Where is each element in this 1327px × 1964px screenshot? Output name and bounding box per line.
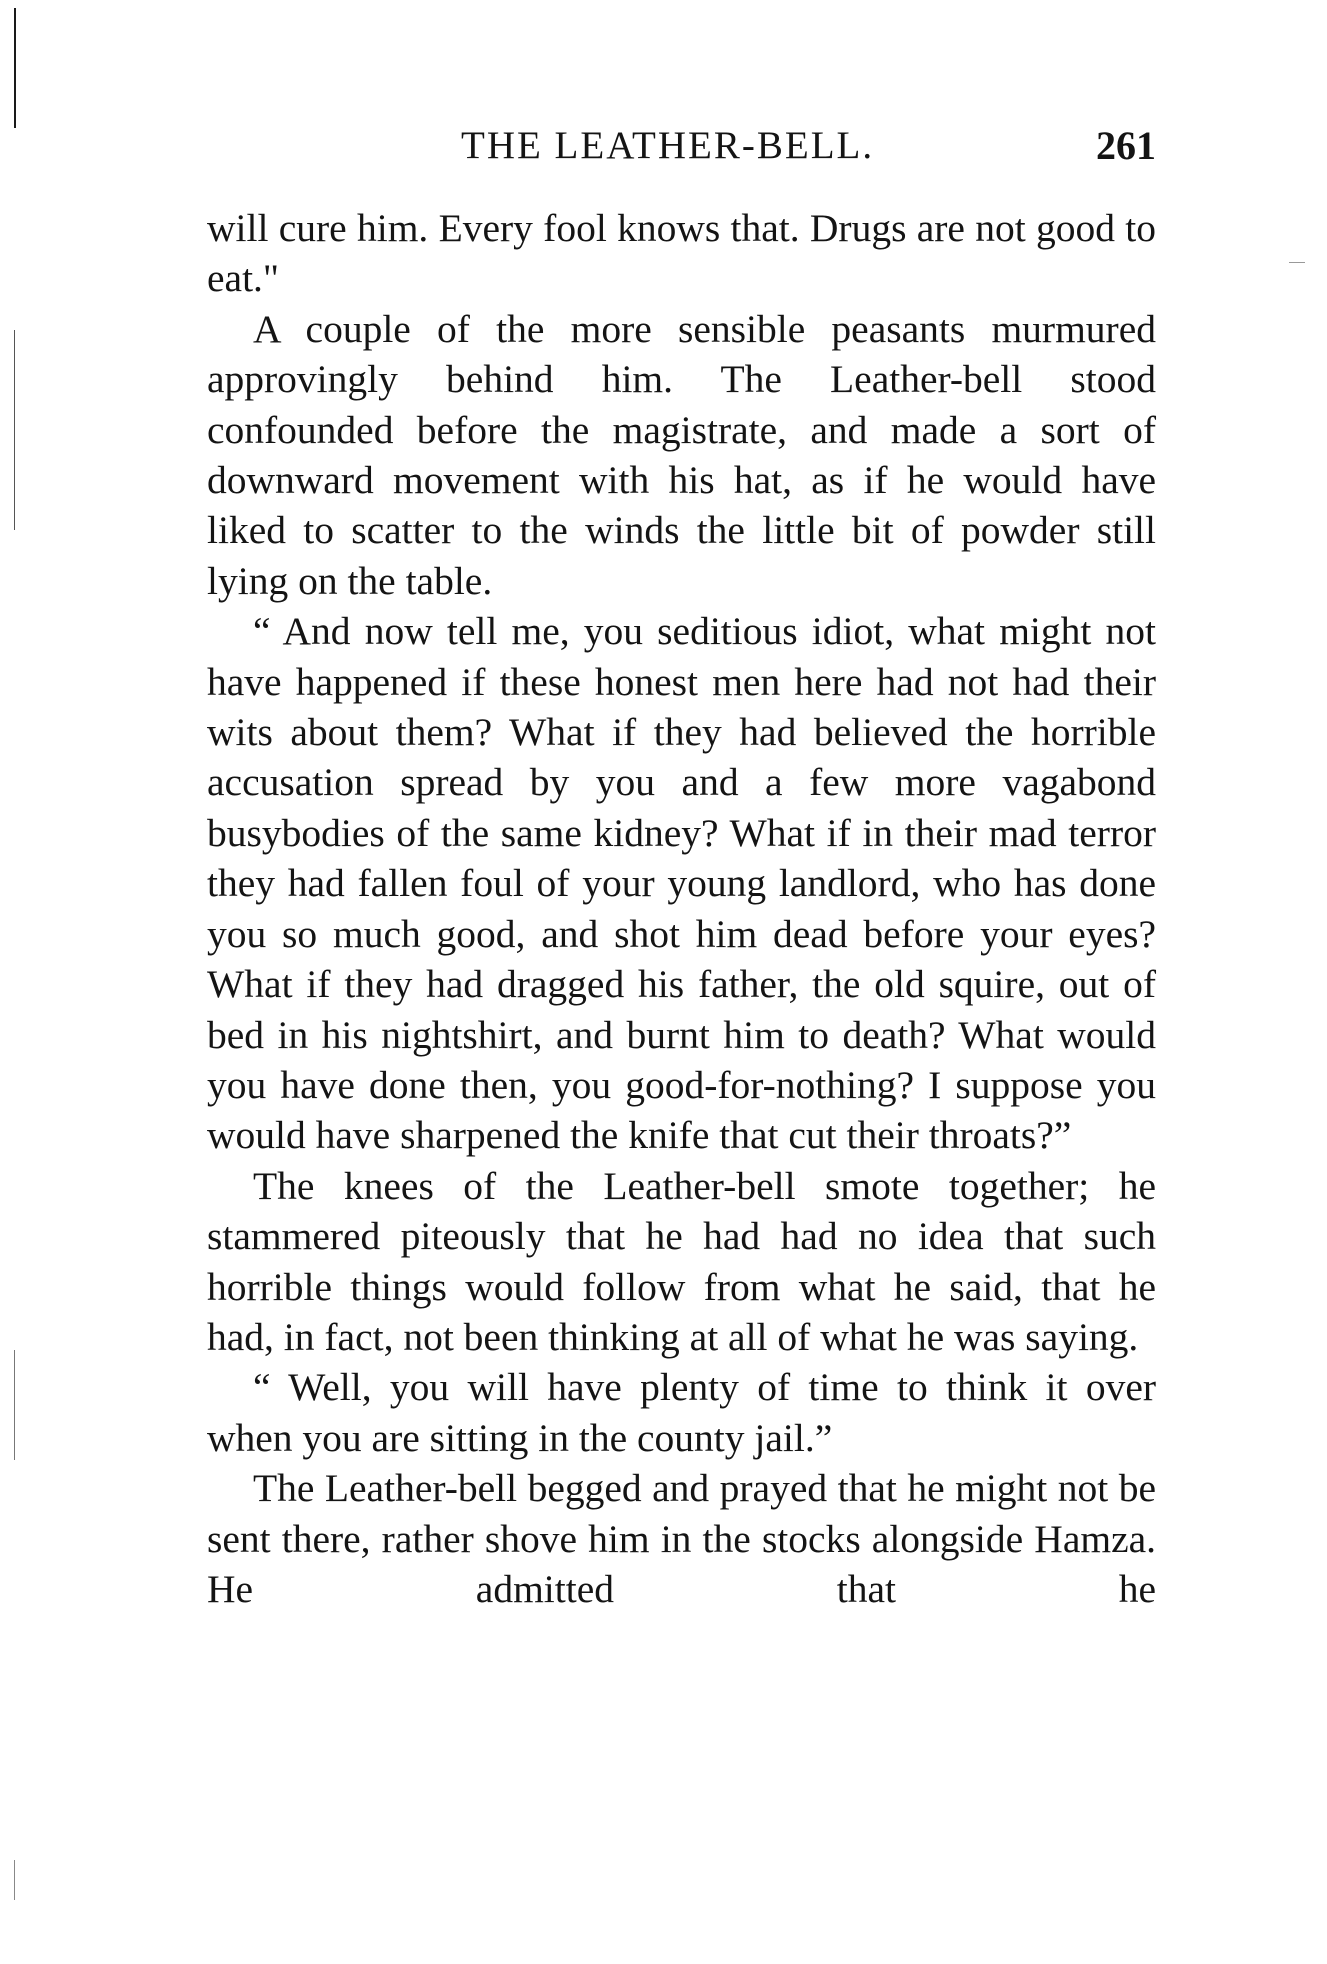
text-line: over when you are sitting in the county jail.”: [207, 1365, 1156, 1460]
scan-edge-mark: [14, 1860, 15, 1900]
paragraph: [207, 304, 1156, 606]
text-line: that he had, in fact, not been thinking at all of: [207, 1264, 1156, 1359]
paragraph: [207, 606, 1156, 1160]
text-line: stocks alongside Hamza. He admitted that he: [207, 1516, 1157, 1611]
text-line: what he was saying.: [820, 1314, 1139, 1359]
scan-edge-mark: [14, 330, 15, 530]
scan-margin-tick: [1289, 262, 1305, 263]
text-line: not good to eat.": [207, 206, 1156, 301]
text-line: The Leather-bell begged and prayed that he: [253, 1466, 945, 1511]
paragraph: [207, 1362, 1156, 1463]
text-line: he stammered piteously that he had had no idea that: [207, 1163, 1156, 1259]
text-line: fallen foul of your young landlord, who has done: [357, 861, 1157, 906]
text-line: “ And now tell me, you seditious idiot, what: [253, 609, 986, 654]
paragraph: [207, 1161, 1156, 1363]
text-line: The knees of the Leather-bell smote together;: [253, 1163, 1090, 1208]
text-line: had believed the horrible accusation spread by you: [207, 710, 1157, 805]
text-line: eyes? What if they had dragged his father, the: [207, 911, 1156, 1007]
running-title: THE LEATHER-BELL.: [461, 124, 875, 167]
text-line: A couple of the more sensible peasants murmured: [253, 306, 1156, 351]
scan-edge-mark: [14, 8, 16, 128]
text-line: powder still lying on the table.: [207, 508, 1157, 603]
scan-edge-mark: [14, 1350, 15, 1460]
paragraph: [207, 1463, 1156, 1614]
text-line: of downward movement with his hat, as if he would: [207, 407, 1156, 503]
text-line: confounded before the magistrate, and made a sort: [207, 407, 1100, 452]
page-number: 261: [1096, 123, 1156, 168]
text-line: had not had their wits about them? What if they: [207, 659, 1156, 755]
text-line: might not have happened if these honest men here: [207, 609, 1156, 704]
text-line: kidney? What if in their mad terror they had: [207, 810, 1156, 906]
text-line: such horrible things would follow from what he said,: [207, 1214, 1156, 1309]
text-line: and a few more vagabond busybodies of the same: [207, 760, 1157, 855]
text-line: old squire, out of bed in his nightshirt, and burnt: [207, 962, 1156, 1057]
text-line: have liked to scatter to the winds the little bit of: [207, 458, 1157, 553]
text-line: you so much good, and shot him dead before your: [207, 911, 1053, 956]
page-header: [207, 116, 1156, 176]
body-text: [207, 203, 1156, 1614]
text-line: you good-for-nothing? I suppose you would have: [207, 1062, 1156, 1158]
paragraph: [207, 203, 1156, 304]
text-line: “ Well, you will have plenty of time to think it: [253, 1365, 1068, 1410]
text-line: approvingly behind him. The Leather-bell stood: [207, 357, 1156, 402]
text-line: him to death? What would you have done then,: [207, 1012, 1157, 1107]
text-line: sharpened the knife that cut their throats?”: [400, 1113, 1072, 1158]
text-line: might not be sent there, rather shove him in the: [207, 1466, 1157, 1561]
text-line: will cure him. Every fool knows that. Drugs are: [207, 206, 965, 250]
